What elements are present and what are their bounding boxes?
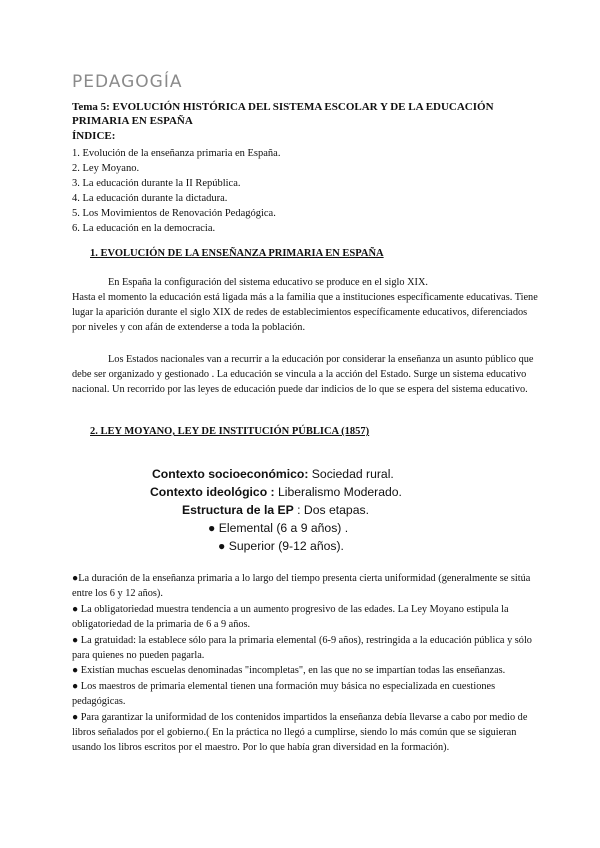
paragraph-body: Hasta el momento la educación está ligada más a la familia que a instituciones específicamente educativas. Tiene lugar la aparición durante el siglo XIX de redes de establecimientos específicamente educativos, diferenciados por niveles y con afán de extenderse a toda la población.	[72, 292, 538, 333]
bullet-item: ● Los maestros de primaria elemental tienen una formación muy básica no especializada en cuestiones pedagógicas.	[72, 680, 496, 708]
indice-item: 3. La educación durante la II República.	[72, 178, 241, 189]
indice-item: 5. Los Movimientos de Renovación Pedagógica.	[72, 208, 276, 219]
indice-item: 2. Ley Moyano.	[72, 163, 140, 174]
context-ideological-line	[150, 484, 402, 501]
paragraph-body: Los Estados nacionales van a recurrir a la educación por considerar la enseñanza un asunto público que debe ser organizado y gestionado . La educación se vincula a la acción del Estado. Surge un sistema educativo nacional. Un recorrido por las leyes de educación puede dar indicios de lo que se espera del sistema educativo.	[72, 354, 534, 395]
stage-elemental: ● Elemental (6 a 9 años) .	[208, 521, 349, 535]
indice-list	[72, 146, 280, 236]
section-2-bullet-list	[72, 571, 542, 756]
bullet-item: ● Para garantizar la uniformidad de los contenidos impartidos la enseñanza debía llevarse a cabo por medio de libros señalados por el gobierno.( En la práctica no llegó a cumplirse, siendo lo más común que se siguieran usando los libros escritos por el maestro. Por lo que había gran diversidad en la formación).	[72, 711, 528, 754]
label: Estructura de la EP	[182, 503, 294, 517]
stage-superior: ● Superior (9-12 años).	[218, 539, 344, 553]
paragraph-first-line: En España la configuración del sistema educativo se produce en el siglo XIX.	[108, 277, 428, 288]
structure-line	[182, 502, 369, 519]
label: Contexto socioeconómico:	[152, 467, 309, 481]
bullet-item: ● La obligatoriedad muestra tendencia a un aumento progresivo de las edades. La Ley Moyano estipula la obligatoriedad de la primaria de 6 a 9 años.	[72, 603, 509, 631]
tema-title: Tema 5: EVOLUCIÓN HISTÓRICA DEL SISTEMA ESCOLAR Y DE LA EDUCACIÓN PRIMARIA EN ESPAÑA	[72, 101, 494, 127]
section-1-heading: 1. EVOLUCIÓN DE LA ENSEÑANZA PRIMARIA EN ESPAÑA	[90, 248, 384, 259]
indice-title: ÍNDICE:	[72, 130, 116, 142]
label: Contexto ideológico :	[150, 485, 275, 499]
section-1-paragraph-2	[72, 352, 542, 397]
bullet-item: ● La gratuidad: la establece sólo para la primaria elemental (6-9 años), restringida a la educación pública y sólo para quienes no pueden pagarla.	[72, 634, 532, 662]
value: : Dos etapas.	[293, 503, 369, 517]
section-2-heading: 2. LEY MOYANO, LEY DE INSTITUCIÓN PÚBLICA (1857)	[90, 426, 370, 437]
bullet-item: ●La duración de la enseñanza primaria a lo largo del tiempo presenta cierta uniformidad (generalmente se sitúa entre los 6 y 12 años).	[72, 573, 531, 600]
page-header: PEDAGOGÍA	[72, 72, 183, 92]
indice-item: 6. La educación en la democracia.	[72, 223, 216, 234]
indice-item: 1. Evolución de la enseñanza primaria en España.	[72, 148, 281, 159]
context-socioeconomic-line	[152, 466, 394, 483]
indice-item: 4. La educación durante la dictadura.	[72, 193, 228, 204]
value: Liberalismo Moderado.	[274, 485, 402, 499]
value: Sociedad rural.	[308, 467, 394, 481]
bullet-item: ● Existían muchas escuelas denominadas "incompletas", en las que no se impartían todas las enseñanzas.	[72, 665, 506, 677]
section-1-paragraph-1	[72, 275, 542, 335]
